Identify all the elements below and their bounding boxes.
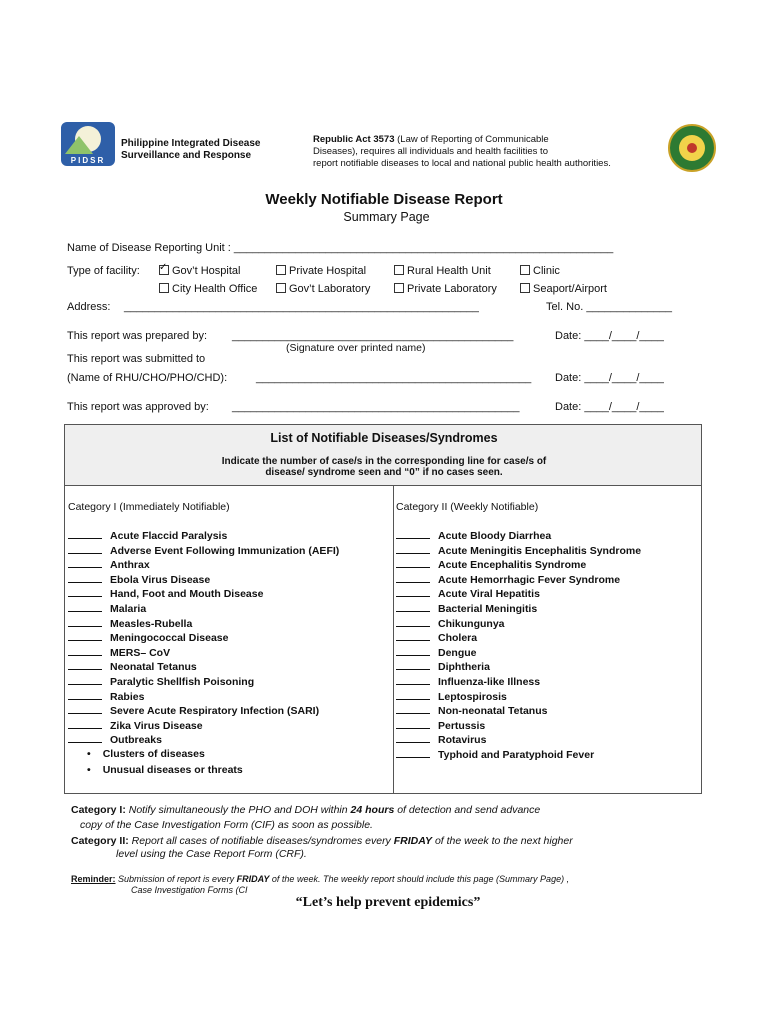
case-count-input[interactable]	[396, 659, 430, 670]
disease-name: Rotavirus	[438, 734, 487, 747]
checkbox-icon[interactable]	[394, 283, 404, 293]
disease-row	[68, 718, 203, 732]
disease-name: Outbreaks	[110, 734, 162, 747]
facility-option-rural-health-unit[interactable]: Rural Health Unit	[394, 265, 491, 277]
disease-name: Acute Meningitis Encephalitis Syndrome	[438, 544, 642, 557]
disease-name: Acute Flaccid Paralysis	[110, 530, 228, 542]
disease-row	[68, 528, 227, 542]
disease-row	[68, 572, 210, 586]
disease-row	[68, 601, 146, 615]
case-count-input[interactable]	[68, 528, 102, 539]
facility-label: Type of facility:	[67, 265, 140, 277]
disease-row	[396, 718, 485, 732]
disease-name: Meningococcal Disease	[110, 632, 229, 645]
case-count-input[interactable]	[68, 543, 102, 554]
disease-name: Diphtheria	[438, 661, 490, 674]
disease-row	[396, 557, 586, 571]
disease-row	[396, 543, 641, 557]
disease-row	[68, 557, 150, 571]
disease-name: Anthrax	[110, 559, 150, 572]
case-count-input[interactable]	[68, 703, 102, 714]
case-count-input[interactable]	[396, 630, 430, 641]
category-1-note-line2: copy of the Case Investigation Form (CIF) as soon as possible.	[80, 819, 373, 831]
case-count-input[interactable]	[396, 616, 430, 627]
republic-act-notice: Republic Act 3573 (Law of Reporting of Communicable Diseases), requires all individuals and health facilities to report notifiable diseases to local and national public health authorities.	[313, 134, 611, 169]
disease-name: Influenza-like Illness	[438, 676, 541, 688]
category-2-note: Category II: Report all cases of notifiable diseases/syndromes every FRIDAY of the week to the next higher	[71, 835, 573, 847]
outbreak-bullet-item: • Unusual diseases or threats	[87, 763, 243, 776]
case-count-input[interactable]	[68, 616, 102, 627]
case-count-input[interactable]	[396, 601, 430, 612]
facility-option-seaport-airport[interactable]: Seaport/Airport	[520, 283, 607, 295]
disease-name: Severe Acute Respiratory Infection (SARI)	[110, 705, 320, 718]
disease-name: Neonatal Tetanus	[110, 661, 197, 674]
checkbox-icon[interactable]	[394, 265, 404, 275]
prepared-by-label: This report was prepared by:	[67, 330, 208, 342]
disease-name: Non-neonatal Tetanus	[438, 705, 548, 718]
disease-row	[68, 674, 254, 688]
disease-row	[396, 659, 490, 673]
disease-row	[396, 732, 486, 746]
case-count-input[interactable]	[396, 572, 430, 583]
disease-name: Rabies	[110, 690, 145, 703]
disease-name: Chikungunya	[438, 617, 505, 630]
disease-name: Hand, Foot and Mouth Disease	[110, 588, 264, 601]
case-count-input[interactable]	[396, 528, 430, 539]
checkbox-icon[interactable]	[520, 265, 530, 275]
doh-seal	[668, 124, 716, 172]
disease-row	[396, 572, 620, 586]
disease-name: Bacterial Meningitis	[438, 603, 538, 615]
case-count-input[interactable]	[396, 732, 430, 743]
disease-list-instruction: Indicate the number of case/s in the corresponding line for case/s of disease/ syndrome seen and “0” if no cases seen.	[221, 456, 547, 478]
checkbox-icon[interactable]	[159, 283, 169, 293]
outbreak-bullet-item: • Clusters of diseases	[87, 748, 205, 760]
address-label: Address:	[67, 301, 111, 313]
approved-by-field[interactable]: _______________________________________________	[232, 401, 520, 413]
disease-name: Pertussis	[438, 719, 486, 732]
disease-list-title: List of Notifiable Diseases/Syndromes	[270, 431, 498, 445]
case-count-input[interactable]	[396, 586, 430, 597]
disease-list-header	[65, 425, 701, 486]
pidsr-logo-text: PIDSR	[70, 156, 106, 165]
submitted-date-field[interactable]: Date: ____/____/____	[555, 372, 664, 384]
disease-row	[68, 616, 192, 630]
case-count-input[interactable]	[68, 572, 102, 583]
disease-name: Leptospirosis	[438, 690, 507, 703]
address-field[interactable]: __________________________________________________________	[124, 301, 479, 313]
submitted-name-label: (Name of RHU/CHO/PHO/CHD):	[67, 372, 228, 384]
submitted-to-label: This report was submitted to	[67, 353, 206, 365]
facility-option-city-health-office[interactable]: City Health Office	[159, 283, 257, 295]
disease-name: Malaria	[110, 603, 147, 615]
category-1-note: Category I: Notify simultaneously the PHO and DOH within 24 hours of detection and send advance	[71, 804, 541, 816]
checkbox-icon[interactable]	[276, 283, 286, 293]
pidsr-logo	[61, 122, 115, 166]
reporting-unit-field[interactable]: Name of Disease Reporting Unit : ______________________________________________________________	[67, 242, 614, 254]
org-name: Philippine Integrated Disease Surveillance and Response	[121, 138, 261, 161]
case-count-input[interactable]	[68, 645, 102, 656]
disease-row	[396, 689, 507, 703]
case-count-input[interactable]	[68, 630, 102, 641]
bullet-icon: •	[87, 748, 91, 760]
case-count-input[interactable]	[396, 747, 430, 758]
disease-name: Acute Encephalitis Syndrome	[438, 559, 587, 572]
signature-note: (Signature over printed name)	[286, 342, 426, 354]
disease-row	[396, 645, 477, 659]
category-2-note-line2: level using the Case Report Form (CRF).	[116, 848, 307, 860]
disease-name: Acute Bloody Diarrhea	[438, 530, 552, 542]
disease-row	[396, 630, 477, 644]
case-count-input[interactable]	[396, 703, 430, 714]
reminder-note-line2: Case Investigation Forms (CI	[131, 885, 248, 895]
disease-name: Adverse Event Following Immunization (AEFI)	[110, 544, 340, 557]
disease-row	[396, 747, 594, 761]
disease-row	[68, 732, 162, 746]
disease-row	[68, 630, 228, 644]
case-count-input[interactable]	[68, 674, 102, 685]
case-count-input[interactable]	[396, 718, 430, 729]
facility-option-govt-hospital[interactable]: ✓ Gov’t Hospital	[159, 265, 240, 277]
checkbox-icon[interactable]	[520, 283, 530, 293]
disease-row	[68, 659, 197, 673]
case-count-input[interactable]	[68, 557, 102, 568]
case-count-input[interactable]	[68, 601, 102, 612]
page-title: Weekly Notifiable Disease Report	[265, 191, 503, 208]
column-divider	[393, 485, 394, 793]
facility-option-clinic[interactable]: Clinic	[520, 265, 560, 277]
disease-name: Zika Virus Disease	[110, 719, 203, 732]
disease-name: Ebola Virus Disease	[110, 573, 211, 586]
facility-option-govt-laboratory[interactable]: Gov’t Laboratory	[276, 283, 370, 295]
disease-row	[396, 586, 540, 600]
slogan: “Let’s help prevent epidemics”	[295, 895, 481, 910]
disease-row	[396, 601, 537, 615]
disease-row	[396, 674, 540, 688]
submitted-to-field[interactable]: _____________________________________________	[256, 372, 532, 384]
disease-row	[396, 616, 505, 630]
category-1-heading: Category I (Immediately Notifiable)	[68, 501, 230, 513]
disease-name: Measles-Rubella	[110, 617, 193, 630]
disease-row	[68, 703, 319, 717]
disease-name: Acute Hemorrhagic Fever Syndrome	[438, 573, 621, 586]
disease-row	[68, 689, 144, 703]
disease-name: Cholera	[438, 632, 478, 645]
case-count-input[interactable]	[396, 689, 430, 700]
category-2-heading: Category II (Weekly Notifiable)	[396, 501, 539, 513]
checkbox-icon[interactable]	[159, 265, 169, 275]
approved-date-field[interactable]: Date: ____/____/____	[555, 401, 664, 413]
disease-row	[396, 703, 547, 717]
disease-list-box	[64, 424, 702, 794]
facility-option-private-laboratory[interactable]: Private Laboratory	[394, 283, 497, 295]
tel-field[interactable]: Tel. No. ______________	[546, 301, 673, 313]
case-count-input[interactable]	[396, 543, 430, 554]
checkbox-icon[interactable]	[276, 265, 286, 275]
disease-name: MERS– CoV	[110, 646, 171, 659]
disease-name: Typhoid and Paratyphoid Fever	[438, 749, 595, 761]
disease-row	[68, 645, 170, 659]
reminder-note: Reminder: Submission of report is every FRIDAY of the week. The weekly report should include this page (Summary Page) ,	[71, 874, 570, 884]
case-count-input[interactable]	[396, 645, 430, 656]
disease-name: Dengue	[438, 646, 477, 659]
case-count-input[interactable]	[396, 674, 430, 685]
disease-name: Acute Viral Hepatitis	[438, 588, 540, 601]
prepared-date-field[interactable]: Date: ____/____/____	[555, 330, 664, 342]
case-count-input[interactable]	[68, 659, 102, 670]
disease-row	[396, 528, 551, 542]
case-count-input[interactable]	[68, 718, 102, 729]
disease-row	[68, 543, 339, 557]
bullet-icon: •	[87, 763, 91, 776]
page-subtitle: Summary Page	[343, 210, 430, 224]
facility-option-private-hospital[interactable]: Private Hospital	[276, 265, 366, 277]
prepared-by-field[interactable]: ______________________________________________	[232, 330, 514, 342]
case-count-input[interactable]	[68, 586, 102, 597]
case-count-input[interactable]	[68, 732, 102, 743]
case-count-input[interactable]	[68, 689, 102, 700]
disease-row	[68, 586, 263, 600]
disease-name: Paralytic Shellfish Poisoning	[110, 676, 255, 688]
case-count-input[interactable]	[396, 557, 430, 568]
approved-by-label: This report was approved by:	[67, 401, 209, 413]
